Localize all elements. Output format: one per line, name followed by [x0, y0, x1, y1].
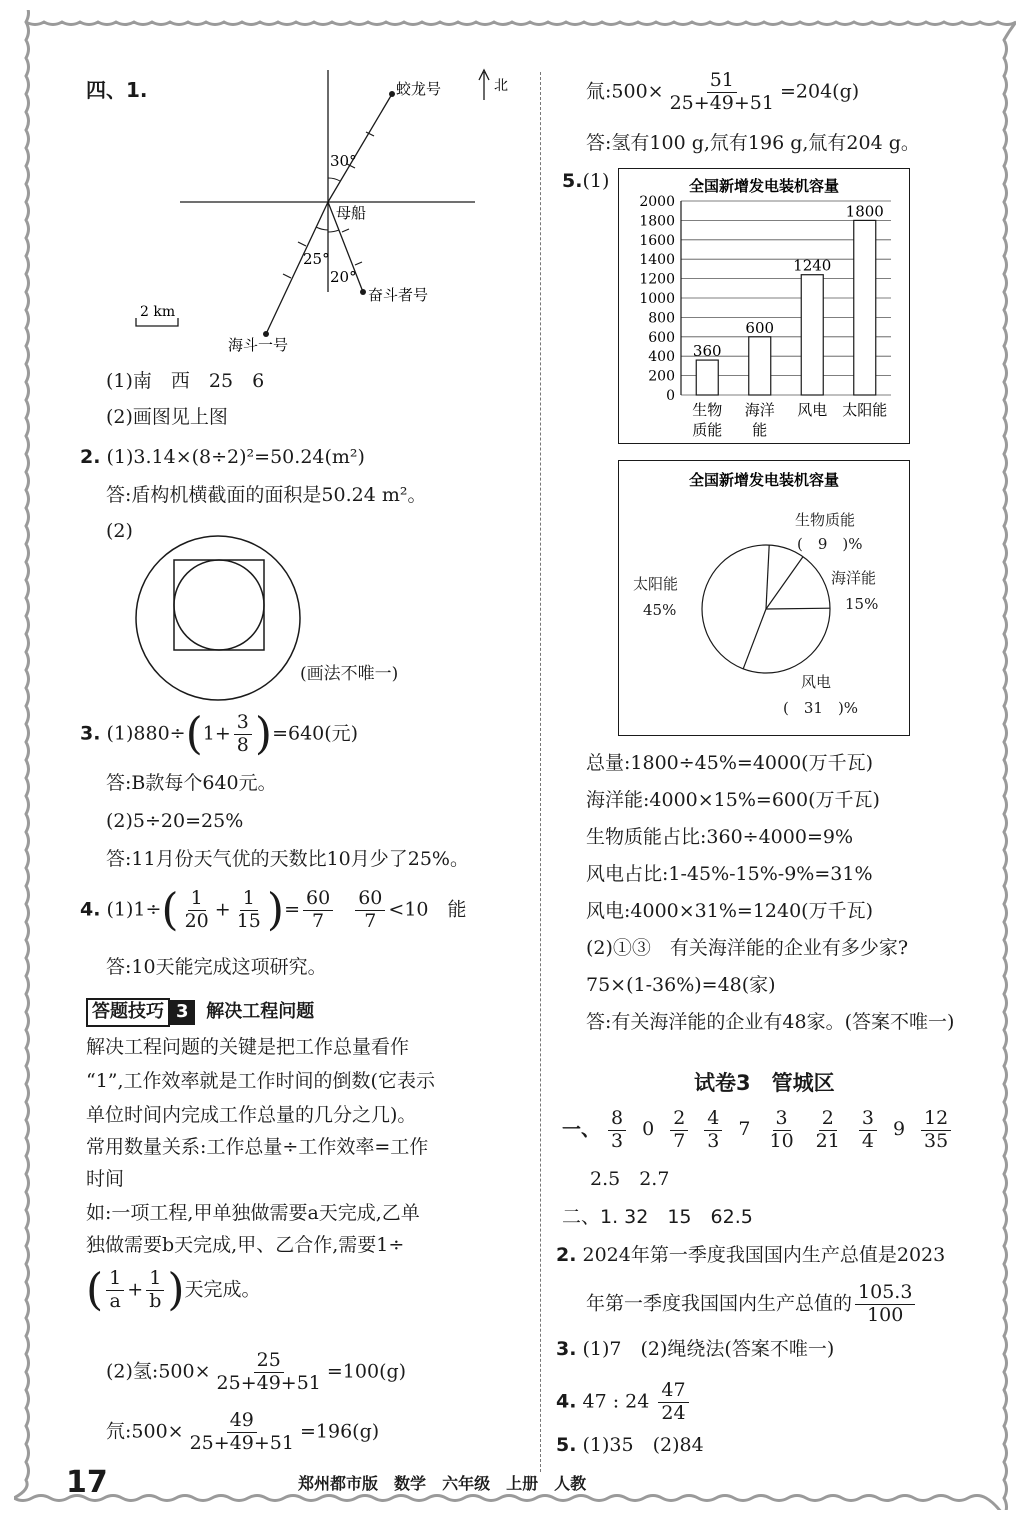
bar-value-label-1: 600	[745, 318, 775, 337]
pie-label-sun: 太阳能	[633, 575, 679, 593]
q5b-question: (2)①③ 有关海洋能的企业有多少家?	[586, 937, 909, 959]
q3-formula-b: (2)5÷20=25%	[106, 810, 244, 832]
q2-b-label: (2)	[106, 520, 133, 542]
s2-q5-number: 5.	[556, 1434, 577, 1456]
pie-pct-sea: 15%	[845, 595, 879, 613]
q1-answer-b: (2)画图见上图	[106, 406, 228, 428]
tip-line-2: “1”,工作效率就是工作时间的倒数(它表示	[86, 1070, 435, 1092]
tip-line-5: 时间	[86, 1168, 125, 1190]
section-1-item-5: $\frac{3}{10}$	[769, 1107, 794, 1152]
q4c-deuterium: 氘:500× $\frac{49}{25+49+51}$ =196(g)	[106, 1409, 380, 1454]
q5b-calc: 75×(1-36%)=48(家)	[586, 974, 776, 996]
s2-q2-number: 2.	[556, 1244, 577, 1266]
section-2-q1: 二、1. 32 15 62.5	[562, 1206, 753, 1228]
q4-result-1: $\frac{60}{7}$	[303, 888, 333, 933]
bar-category-label-2-0: 风电	[797, 401, 828, 419]
tip-line-3: 单位时间内完成工作总量的几分之几)。	[86, 1104, 417, 1126]
q2-answer: 答:盾构机横截面的面积是50.24 m²。	[106, 484, 427, 506]
bar-1	[749, 337, 771, 395]
section-1-item-6: $\frac{2}{21}$	[815, 1107, 840, 1152]
q3-one: 1+	[202, 722, 231, 745]
s2-q3: (1)7 (2)绳绕法(答案不唯一)	[582, 1338, 835, 1360]
q4-number: 4.	[80, 898, 101, 921]
bar-ytick-2: 400	[648, 349, 675, 366]
bar-ytick-4: 800	[648, 310, 675, 327]
bar-value-label-3: 1800	[845, 202, 884, 221]
pie-pct-bio: ( 9 )%	[797, 535, 863, 553]
section-1-row2: 2.5 2.7	[590, 1168, 670, 1190]
q2-number: 2.	[80, 446, 101, 468]
q2-note: (画法不唯一)	[300, 664, 399, 684]
footer-info: 郑州都市版 数学 六年级 上册 人教	[298, 1474, 587, 1493]
q4-eq: =	[284, 898, 300, 921]
tip-line-8: ( $\frac{1}{a}$ + $\frac{1}{b}$ )天完成。	[86, 1264, 261, 1316]
bar-chart	[619, 169, 909, 443]
bar-ytick-9: 1800	[639, 213, 675, 230]
bar-2	[801, 275, 823, 395]
bar-0	[696, 360, 718, 395]
tip-title: 解决工程问题	[206, 1001, 315, 1022]
tip-tag: 答题技巧	[86, 998, 170, 1027]
section-1-item-3: $\frac{4}{3}$	[704, 1108, 722, 1153]
pie-slice-edge-3	[766, 608, 830, 609]
tip-line-4: 常用数量关系:工作总量÷工作效率=工作	[86, 1136, 429, 1158]
pie-chart-box	[618, 460, 910, 736]
q1-answer-a: (1)南 西 25 6	[106, 370, 265, 392]
map-angle-20: 20°	[330, 268, 357, 286]
bar-value-label-2: 1240	[793, 256, 832, 275]
section-1-item-8: 9	[892, 1118, 906, 1141]
bar-ytick-5: 1000	[639, 291, 675, 307]
direction-map	[120, 60, 520, 360]
q3-answer-1: 答:B款每个640元。	[106, 772, 277, 794]
section-1-row	[562, 1108, 959, 1153]
calc-4: 风电占比:1-45%-15%-9%=31%	[586, 863, 873, 885]
q4-formula-post: <10 能	[388, 898, 467, 921]
r1-answer: 答:氢有100 g,氘有196 g,氚有204 g。	[586, 132, 920, 154]
bar-ytick-0: 0	[666, 388, 675, 404]
q4-frac-2: $\frac{1}{15}$	[236, 887, 261, 932]
bar-3	[854, 220, 876, 395]
map-label-mother: 母船	[336, 204, 367, 222]
north-label: 北	[494, 78, 508, 94]
bar-ytick-3: 600	[648, 329, 675, 346]
q2-formula: (1)3.14×(8÷2)²=50.24(m²)	[106, 446, 365, 468]
section-1-items	[600, 1107, 959, 1152]
s2-q2-line1: 2024年第一季度我国国内生产总值是2023	[582, 1244, 946, 1266]
map-scale-label: 2 km	[140, 304, 176, 320]
calc-1: 总量:1800÷45%=4000(万千瓦)	[586, 752, 874, 774]
section-1-item-0: $\frac{8}{3}$	[608, 1108, 626, 1153]
q3-number: 3.	[80, 722, 101, 745]
bar-value-label-0: 360	[692, 342, 722, 361]
tip-header	[86, 998, 314, 1027]
q3-fraction: $\frac{3}{8}$	[234, 712, 252, 757]
section-1-label: 一、	[562, 1118, 601, 1141]
circle-square-drawing	[130, 530, 310, 710]
section-1-item-9: $\frac{12}{35}$	[921, 1108, 951, 1153]
q5-number: 5.	[562, 170, 583, 192]
map-label-haidou: 海斗一号	[228, 336, 289, 354]
q4-frac-1: $\frac{1}{20}$	[184, 887, 209, 932]
pie-pct-sun: 45%	[643, 601, 677, 619]
bar-chart-title: 全国新增发电装机容量	[688, 177, 840, 195]
bar-ytick-10: 2000	[639, 194, 675, 210]
r1-tritium: 氚:500× $\frac{51}{25+49+51}$ =204(g)	[586, 69, 860, 114]
calc-3: 生物质能占比:360÷4000=9%	[586, 826, 854, 848]
pie-pct-wind: ( 31 )%	[783, 699, 859, 717]
tip-frac-a: $\frac{1}{a}$	[106, 1268, 124, 1313]
bar-ytick-7: 1400	[639, 252, 675, 269]
section-1-item-1: 0	[642, 1118, 655, 1141]
bar-category-label-1-1: 能	[752, 421, 768, 439]
map-label-jiaolong: 蛟龙号	[396, 80, 442, 98]
q4-formula-pre: (1)1÷	[106, 898, 162, 921]
page-number: 17	[66, 1465, 108, 1500]
column-divider	[540, 72, 541, 1472]
s2-q4-ratio: 47 : 24	[582, 1390, 650, 1413]
calc-2: 海洋能:4000×15%=600(万千瓦)	[586, 789, 880, 811]
s2-q5: (1)35 (2)84	[582, 1434, 704, 1456]
tip-frac-b: $\frac{1}{b}$	[146, 1268, 164, 1313]
bar-category-label-1-0: 海洋	[744, 401, 775, 419]
bar-ytick-6: 1200	[639, 271, 675, 288]
q4-answer: 答:10天能完成这项研究。	[106, 956, 327, 978]
q3-answer-2: 答:11月份天气优的天数比10月少了25%。	[106, 848, 469, 870]
bar-category-label-0-1: 质能	[692, 421, 723, 439]
s2-q3-number: 3.	[556, 1338, 577, 1360]
tip-line-6: 如:一项工程,甲单独做需要a天完成,乙单	[86, 1202, 420, 1224]
bar-chart-box	[618, 168, 910, 444]
pie-label-wind: 风电	[801, 673, 832, 691]
tip-line-1: 解决工程问题的关键是把工作总量看作	[86, 1036, 410, 1058]
map-angle-25: 25°	[303, 250, 330, 268]
pie-label-bio: 生物质能	[795, 511, 856, 529]
s2-q4-fraction: $\frac{47}{24}$	[658, 1380, 688, 1425]
tip-number: 3	[170, 1000, 195, 1025]
map-label-fendou: 奋斗者号	[368, 286, 429, 304]
map-angle-30: 30°	[330, 152, 357, 170]
section-1-item-2: $\frac{2}{7}$	[670, 1108, 688, 1153]
q3-formula-post: =640(元)	[272, 722, 359, 745]
s2-q2-line2: 年第一季度我国国内生产总值的 $\frac{105.3}{100}$	[586, 1282, 918, 1327]
q4b-hydrogen: (2)氢:500× $\frac{25}{25+49+51}$ =100(g)	[106, 1349, 407, 1394]
q4-result-2: $\frac{60}{7}$	[355, 888, 385, 933]
pie-label-sea: 海洋能	[831, 569, 877, 587]
test-title: 试卷3 管城区	[694, 1071, 835, 1095]
q5b-answer: 答:有关海洋能的企业有48家。(答案不唯一)	[586, 1011, 955, 1033]
pie-chart-title: 全国新增发电装机容量	[688, 471, 840, 489]
bar-category-label-3-0: 太阳能	[842, 401, 888, 419]
section-4-label: 四、1.	[86, 78, 148, 102]
s2-q4-number: 4.	[556, 1390, 577, 1413]
q5-sub: (1)	[582, 170, 610, 192]
bar-category-label-0-0: 生物	[692, 401, 723, 419]
section-1-item-7: $\frac{3}{4}$	[859, 1108, 877, 1153]
bar-ytick-1: 200	[648, 368, 675, 385]
q4-plus: +	[214, 898, 231, 921]
section-1-item-4: 7	[738, 1118, 751, 1141]
calc-5: 风电:4000×31%=1240(万千瓦)	[586, 900, 874, 922]
tip-line-7: 独做需要b天完成,甲、乙合作,需要1÷	[86, 1234, 405, 1256]
q3-formula-pre: (1)880÷	[106, 722, 186, 745]
bar-ytick-8: 1600	[639, 232, 675, 249]
